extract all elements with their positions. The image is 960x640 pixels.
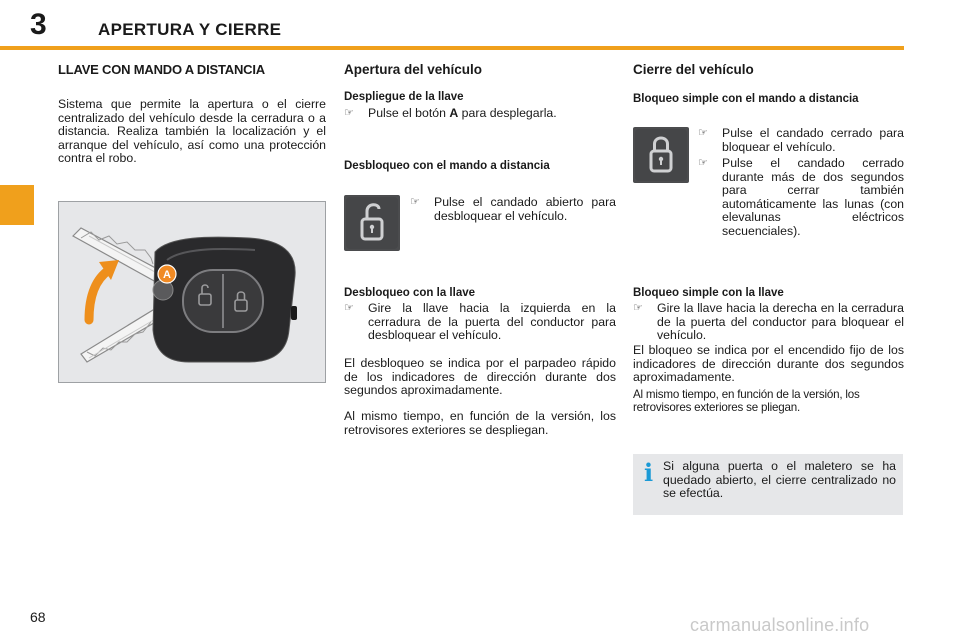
remote-lock-bullet-2 [698,157,904,239]
key-lock-bullet [633,302,904,344]
closing-title: Cierre del vehículo [633,62,754,77]
folded-key-blade [73,228,163,282]
key-illustration [58,201,326,383]
remote-key-drawing [59,202,325,382]
key-unlock-bullet [344,302,616,344]
pointing-hand-icon: ☞ [344,107,354,119]
info-icon: i [644,458,654,487]
padlock-closed-icon [633,127,689,183]
unfold-text-button: A [449,106,459,120]
remote-unlock-text: Pulse el candado abierto para desbloquear el vehículo. [434,195,616,223]
remote-lock-bullet-1 [698,127,904,155]
remote-unlock-heading: Desbloqueo con el mando a distancia [344,160,550,172]
pointing-hand-icon: ☞ [633,302,643,314]
unlock-mirrors-paragraph: Al mismo tiempo, en función de la versión, los retrovisores exteriores se despliegan. [344,409,616,437]
pointing-hand-icon: ☞ [698,157,708,169]
chapter-title: APERTURA Y CIERRE [98,20,282,39]
remote-lock-text-1: Pulse el candado cerrado para bloquear el vehículo. [722,126,904,154]
unfold-bullet [344,107,616,121]
unfold-heading: Despliegue de la llave [344,91,464,103]
button-a-label: A [163,269,171,281]
remote-lock-text-2: Pulse el candado cerrado durante más de dos segundos para cerrar también automáticamente las lunas (con elevalunas eléctricos secuenciales). [722,156,904,238]
pointing-hand-icon: ☞ [698,127,708,139]
pointing-hand-icon: ☞ [410,196,420,208]
rotation-arrow [89,260,119,320]
padlock-open-icon [344,195,400,251]
key-fob [153,237,297,362]
key-unlock-heading: Desbloqueo con la llave [344,287,476,299]
intro-paragraph: Sistema que permite la apertura o el cierre centralizado del vehículo desde la cerradura o a distancia. Realiza también la localización y el arranque del vehículo, así como una protección contra el robo. [58,97,326,165]
key-lock-heading: Bloqueo simple con la llave [633,287,784,299]
remote-lock-heading: Bloqueo simple con el mando a distancia [633,93,859,105]
chapter-number: 3 [30,8,47,41]
unfold-text-pre: Pulse el botón [368,106,450,120]
header-rule [0,46,904,50]
pointing-hand-icon: ☞ [344,302,354,314]
opening-title: Apertura del vehículo [344,62,483,77]
section-title: LLAVE CON MANDO A DISTANCIA [58,62,265,77]
info-text: Si alguna puerta o el maletero se ha quedado abierto, el cierre centralizado no se efectúa. [663,459,896,500]
watermark: carmanualsonline.info [690,615,870,635]
remote-unlock-bullet [410,196,616,238]
unlock-indication-paragraph: El desbloqueo se indica por el parpadeo rápido de los indicadores de dirección durante dos segundos aproximadamente. [344,356,616,397]
lock-mirrors-paragraph: Al mismo tiempo, en función de la versión, los retrovisores exteriores se pliegan. [633,388,860,414]
unfold-text-post: para desplegarla. [458,106,557,120]
chapter-side-tab [0,185,34,225]
key-unlock-text: Gire la llave hacia la izquierda en la cerradura de la puerta del conductor para desbloquear el vehículo. [368,301,616,342]
page-number: 68 [30,609,46,625]
lock-indication-paragraph: El bloqueo se indica por el encendido fijo de los indicadores de dirección durante dos segundos aproximadamente. [633,343,904,384]
key-lock-text: Gire la llave hacia la derecha en la cerradura de la puerta del conductor para bloquear el vehículo. [657,301,904,342]
